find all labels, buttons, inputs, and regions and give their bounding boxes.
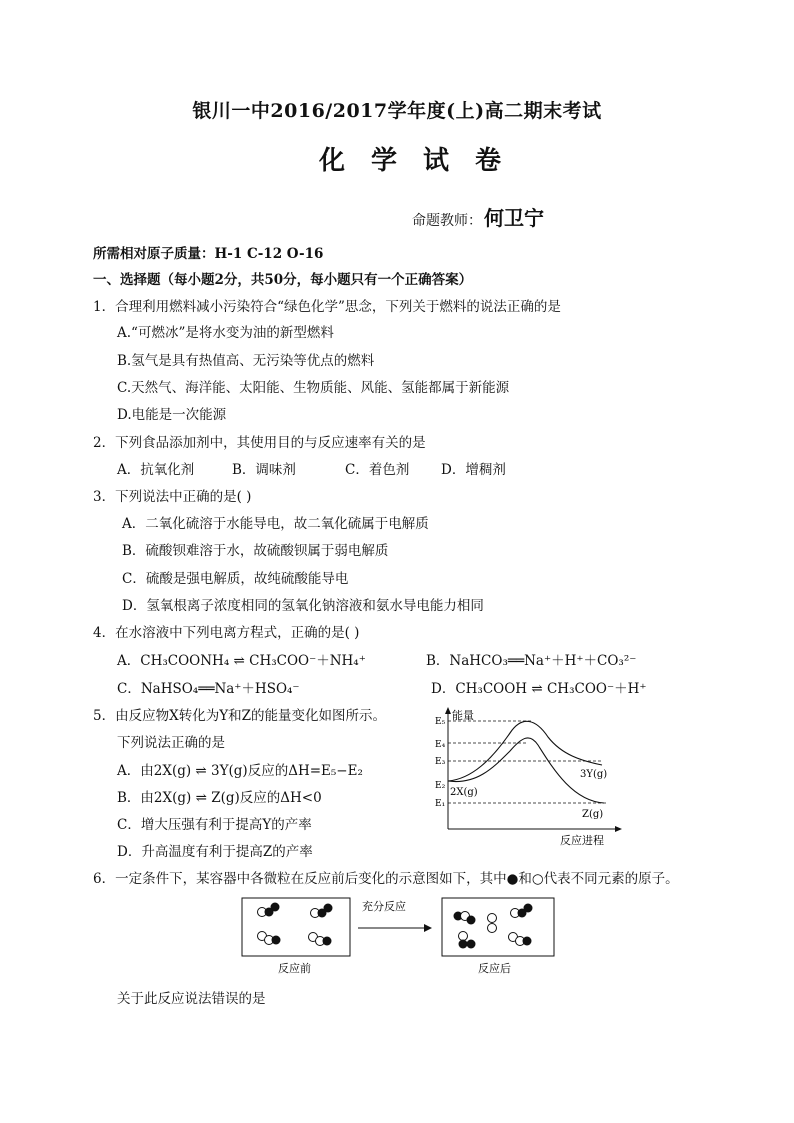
arrow-right-icon xyxy=(615,826,622,832)
question-5-sub: 下列说法正确的是 xyxy=(117,735,225,751)
molecule-before-3 xyxy=(258,932,281,945)
question-4-option-d: D．CH₃COOH ⇌ CH₃COO⁻＋H⁺ xyxy=(431,681,647,697)
before-label: 反应前 xyxy=(278,962,311,975)
question-2-option-c: C．着色剂 xyxy=(345,462,410,478)
species-2x: 2X(g) xyxy=(450,787,478,798)
question-3-option-d: D．氢氧根离子浓度相同的氢氧化钠溶液和氨水导电能力相同 xyxy=(122,598,484,614)
after-label: 反应后 xyxy=(478,962,511,975)
energy-ylabel: 能量 xyxy=(452,709,474,722)
question-4-option-a: A．CH₃COONH₄ ⇌ CH₃COO⁻＋NH₄⁺ xyxy=(117,653,366,669)
level-e3: E₃ xyxy=(435,757,446,767)
author-name: 何卫宁 xyxy=(484,206,544,230)
section-title: 一、选择题（每小题2分，共50分，每小题只有一个正确答案） xyxy=(93,272,473,288)
question-4-stem: 4．在水溶液中下列电离方程式，正确的是( ) xyxy=(93,625,360,641)
molecule-before-4 xyxy=(309,933,332,946)
question-5-option-c: C．增大压强有利于提高Y的产率 xyxy=(117,817,312,833)
after-box xyxy=(442,898,554,956)
author-line xyxy=(412,202,544,231)
level-e1: E₁ xyxy=(435,799,446,809)
question-2-option-a: A．抗氧化剂 xyxy=(117,462,195,478)
molecule-before-1 xyxy=(258,903,280,917)
question-1-option-b: B.氢气是具有热值高、无污染等优点的燃料 xyxy=(117,353,375,369)
energy-diagram xyxy=(432,705,622,847)
species-z: Z(g) xyxy=(582,809,604,820)
molecule-after-4 xyxy=(459,932,476,949)
question-2-option-b: B．调味剂 xyxy=(232,462,296,478)
question-1-option-c: C.天然气、海洋能、太阳能、生物质能、风能、氢能都属于新能源 xyxy=(117,380,510,396)
question-3-option-c: C．硫酸是强电解质，故纯硫酸能导电 xyxy=(122,571,349,587)
question-2-stem: 2．下列食品添加剂中，其使用目的与反应速率有关的是 xyxy=(93,435,426,451)
question-6-stem: 6．一定条件下，某容器中各微粒在反应前后变化的示意图如下，其中●和○代表不同元素的原子。 xyxy=(93,871,679,887)
energy-xlabel: 反应进程 xyxy=(560,834,604,847)
subject-title: 化学试卷 xyxy=(318,146,527,176)
molecule-after-1 xyxy=(454,912,476,925)
question-1-stem: 1．合理利用燃料减小污染符合“绿色化学”思念，下列关于燃料的说法正确的是 xyxy=(93,299,561,315)
before-box xyxy=(242,898,350,956)
atomic-masses: 所需相对原子质量：H-1 C-12 O-16 xyxy=(93,246,324,262)
question-3-stem: 3．下列说法中正确的是( ) xyxy=(93,489,252,505)
species-3y: 3Y(g) xyxy=(580,769,608,780)
question-5-stem: 5．由反应物X转化为Y和Z的能量变化如图所示。 xyxy=(93,708,386,724)
question-3-option-b: B．硫酸钡难溶于水，故硫酸钡属于弱电解质 xyxy=(122,543,389,559)
level-e5: E₅ xyxy=(435,717,446,727)
author-label: 命题教师： xyxy=(412,213,482,229)
question-5-option-d: D．升高温度有利于提高Z的产率 xyxy=(117,844,313,860)
molecule-after-3 xyxy=(511,904,533,918)
question-5-option-a: A．由2X(g) ⇌ 3Y(g)反应的ΔH=E₅−E₂ xyxy=(117,763,363,779)
school-title: 银川一中2016/2017学年度(上)高二期末考试 xyxy=(192,100,602,122)
curve-to-y xyxy=(448,721,602,781)
level-e4: E₄ xyxy=(435,740,446,750)
question-2-option-d: D．增稠剂 xyxy=(441,462,506,478)
question-3-option-a: A．二氧化硫溶于水能导电，故二氧化硫属于电解质 xyxy=(122,516,429,532)
molecule-after-5 xyxy=(509,933,532,946)
level-e2: E₂ xyxy=(435,781,446,791)
question-1-option-a: A.“可燃冰”是将水变为油的新型燃料 xyxy=(117,325,334,341)
arrow-label: 充分反应 xyxy=(362,900,406,913)
arrow-up-icon xyxy=(445,707,451,714)
question-4-option-b: B．NaHCO₃══Na⁺＋H⁺＋CO₃²⁻ xyxy=(426,653,637,669)
question-1-option-d: D.电能是一次能源 xyxy=(117,407,227,423)
question-5-option-b: B．由2X(g) ⇌ Z(g)反应的ΔH<0 xyxy=(117,790,322,806)
reaction-diagram xyxy=(240,896,560,976)
molecule-after-2 xyxy=(488,914,497,933)
molecule-before-2 xyxy=(311,904,333,918)
arrow-right-icon xyxy=(424,924,432,932)
question-4-option-c: C．NaHSO₄══Na⁺＋HSO₄⁻ xyxy=(117,681,300,697)
question-6-sub: 关于此反应说法错误的是 xyxy=(117,991,266,1007)
